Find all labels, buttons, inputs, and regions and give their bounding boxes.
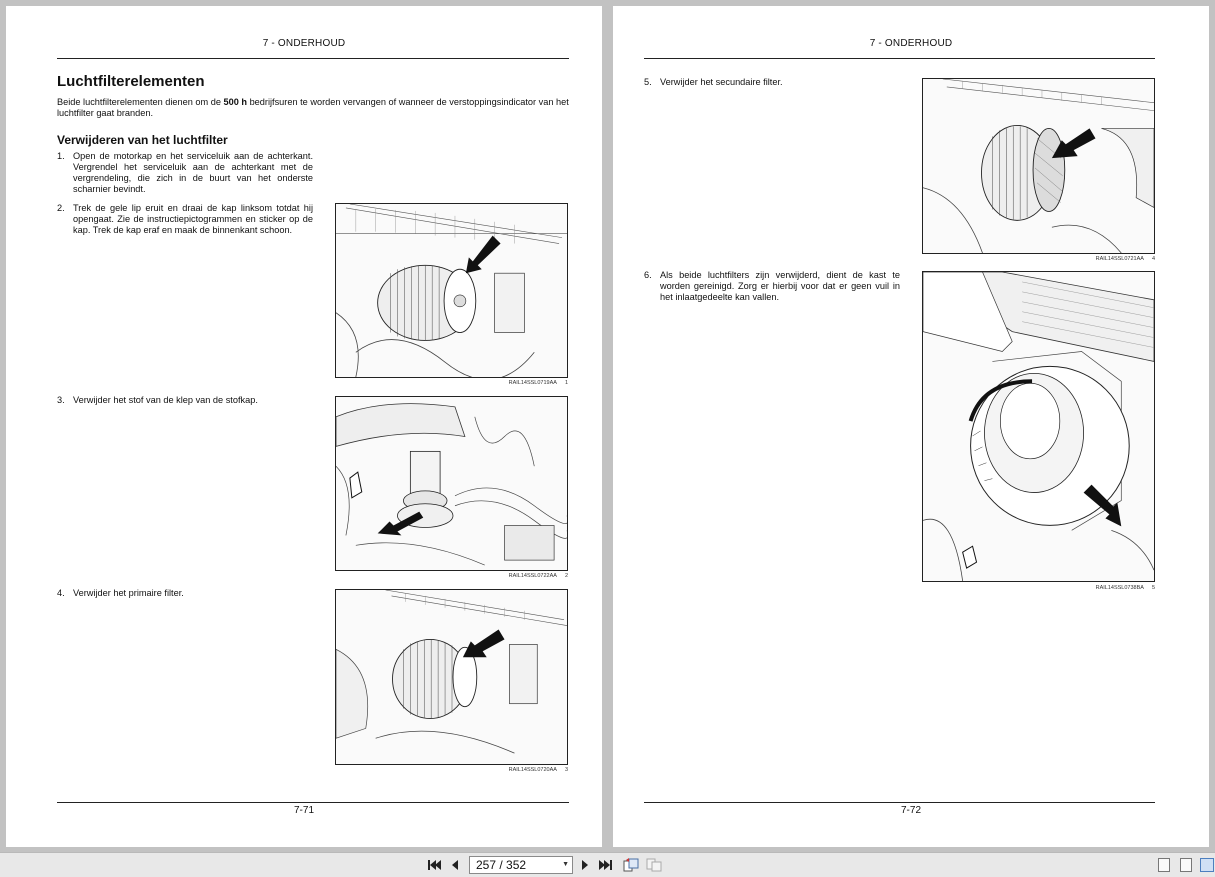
figure-air-filter-cover: [335, 203, 568, 378]
header-rule: [644, 58, 1155, 59]
single-page-view-icon[interactable]: [1158, 858, 1170, 872]
rotate-icon[interactable]: [623, 857, 639, 873]
step-4: 4. Verwijder het primaire filter.: [57, 588, 184, 598]
step-6: 6. Als beide luchtfilters zijn verwijderd, dient de kast te worden gereinigd. Zorg er hierbij voor dat er geen vuil in het inlaatgedeelte kan vallen.: [644, 270, 900, 302]
chevron-down-icon[interactable]: ▼: [562, 861, 569, 868]
viewer-toolbar: [0, 852, 1215, 877]
continuous-view-icon[interactable]: [1180, 858, 1192, 872]
running-header: 7 - ONDERHOUD: [262, 38, 346, 49]
figure-secondary-filter: [922, 78, 1155, 254]
page-number: 7-72: [900, 805, 921, 816]
figure-filter-housing: [922, 271, 1155, 582]
next-page-icon[interactable]: [577, 857, 593, 873]
figure-caption-1: RAIL14SSL0719AA 1: [508, 380, 568, 386]
figure-caption-5: RAIL14SSL0738BA 5: [1095, 585, 1155, 591]
page-title: Luchtfilterelementen: [57, 73, 205, 90]
intro-paragraph: Beide luchtfilterelementen dienen om de 500 h bedrijfsuren te worden vervangen of wanneer de verstoppingsindicator van het luchtfilter gaat branden.: [57, 97, 569, 118]
step-3: 3. Verwijder het stof van de klep van de stofkap.: [57, 395, 258, 405]
page-number: 7-71: [293, 805, 314, 816]
last-page-icon[interactable]: [598, 857, 614, 873]
header-rule: [57, 58, 569, 59]
footer-rule: [644, 802, 1155, 803]
figure-caption-3: RAIL14SSL0720AA 3: [508, 767, 568, 773]
step-1: 1. Open de motorkap en het serviceluik aan de achterkant. Vergrendel het serviceluik aan de achterkant met de vergrendeling, die zich in de buurt van het onderste scharnier bevindt.: [57, 151, 313, 194]
section-title: Verwijderen van het luchtfilter: [57, 133, 228, 147]
prev-page-icon[interactable]: [447, 857, 463, 873]
document-page-right: [613, 6, 1209, 847]
figure-caption-4: RAIL14SSL0721AA 4: [1095, 256, 1155, 262]
first-page-icon[interactable]: [426, 857, 442, 873]
figure-dust-valve: [335, 396, 568, 571]
step-2: 2. Trek de gele lip eruit en draai de kap linksom totdat hij opengaat. Zie de instructiepictogrammen en sticker op de kap. Trek de kap eraf en maak de binnenkant schoon.: [57, 203, 313, 235]
footer-rule: [57, 802, 569, 803]
two-page-view-icon[interactable]: [1200, 858, 1214, 872]
page-number-input[interactable]: 257 / 352 ▼: [469, 856, 573, 874]
step-5: 5. Verwijder het secundaire filter.: [644, 77, 783, 87]
extract-icon[interactable]: [646, 857, 662, 873]
document-page-left: [6, 6, 602, 847]
figure-caption-2: RAIL14SSL0722AA 2: [508, 573, 568, 579]
running-header: 7 - ONDERHOUD: [869, 38, 953, 49]
figure-primary-filter: [335, 589, 568, 765]
